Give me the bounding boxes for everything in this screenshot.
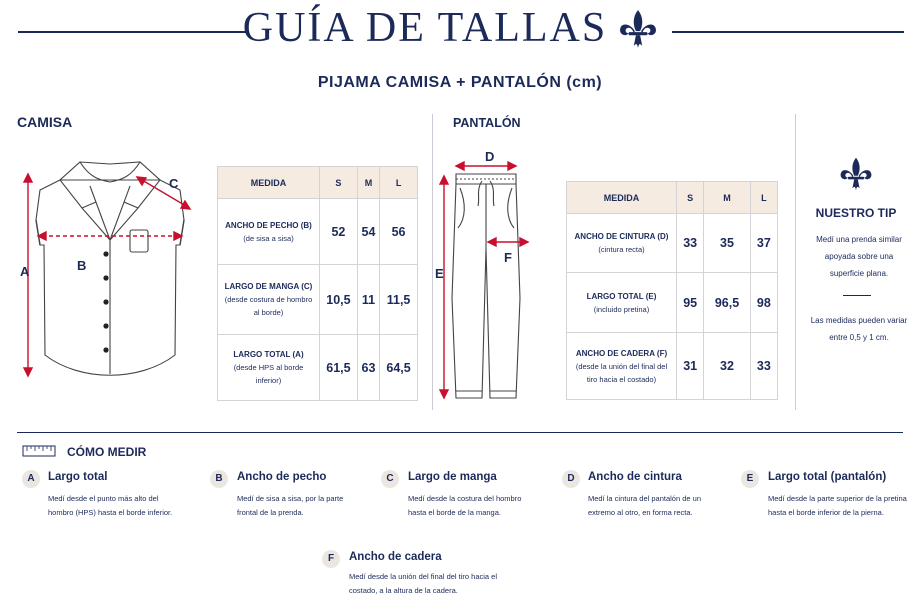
item-desc: Medí desde la unión del final del tiro hacia el costado, a la altura de la cadera. bbox=[349, 572, 498, 595]
item-desc: Medí desde el punto más alto del hombro (HPS) hasta el borde inferior. bbox=[48, 494, 173, 517]
camisa-size-table bbox=[217, 166, 418, 401]
page-subtitle: PIJAMA CAMISA + PANTALÓN (cm) bbox=[317, 74, 603, 91]
value-s: 52 bbox=[320, 199, 358, 265]
row-label: ANCHO DE PECHO (B) bbox=[225, 220, 312, 230]
value-m: 54 bbox=[357, 199, 379, 265]
row-sublabel: (de sisa a sisa) bbox=[243, 233, 294, 243]
value-l: 64,5 bbox=[380, 335, 418, 401]
item-title: Ancho de cadera bbox=[349, 551, 442, 563]
header-s: S bbox=[677, 182, 704, 214]
ruler-icon bbox=[22, 443, 56, 459]
table-row bbox=[218, 265, 418, 335]
item-title: Ancho de cintura bbox=[588, 471, 682, 483]
item-title: Largo total (pantalón) bbox=[768, 471, 887, 483]
header-l: L bbox=[380, 167, 418, 199]
item-desc: Medí de sisa a sisa, por la parte frontal de la prenda. bbox=[237, 494, 344, 517]
item-desc: Medí desde la costura del hombro hasta el borde de la manga. bbox=[408, 494, 522, 517]
pantalon-size-table bbox=[566, 181, 778, 400]
header-l: L bbox=[750, 182, 777, 214]
camisa-section-label: CAMISA bbox=[17, 114, 73, 130]
row-label: ANCHO DE CINTURA (D) bbox=[574, 232, 669, 241]
header-m: M bbox=[704, 182, 750, 214]
badge-b: B bbox=[210, 470, 228, 488]
badge-e: E bbox=[741, 470, 759, 488]
label-f: F bbox=[504, 250, 512, 265]
value-s: 61,5 bbox=[320, 335, 358, 401]
camisa-table-header bbox=[218, 167, 418, 199]
badge-d: D bbox=[562, 470, 580, 488]
row-label: ANCHO DE CADERA (F) bbox=[575, 348, 668, 358]
header-medida: MEDIDA bbox=[567, 182, 677, 214]
value-l: 37 bbox=[750, 214, 777, 273]
row-label: LARGO TOTAL (E) bbox=[586, 291, 657, 301]
item-desc: Medí desde la parte superior de la pretina hasta el borde inferior de la pierna. bbox=[768, 494, 907, 517]
pantalon-section-label: PANTALÓN bbox=[453, 116, 521, 130]
badge-f: F bbox=[322, 550, 340, 568]
value-s: 10,5 bbox=[320, 265, 358, 335]
fleur-de-lis-icon bbox=[838, 156, 874, 192]
tip-text-2: Las medidas pueden variar entre 0,5 y 1 cm. bbox=[810, 316, 908, 342]
value-m: 35 bbox=[704, 214, 750, 273]
item-title: Ancho de pecho bbox=[237, 471, 327, 483]
label-b: B bbox=[77, 258, 87, 273]
row-sublabel: (desde costura de hombro al borde) bbox=[224, 295, 313, 317]
fleur-de-lis-icon bbox=[617, 8, 659, 50]
header-s: S bbox=[320, 167, 358, 199]
badge-c: C bbox=[381, 470, 399, 488]
row-label: LARGO DE MANGA (C) bbox=[224, 282, 313, 291]
table-row bbox=[567, 214, 778, 273]
pants-diagram bbox=[436, 148, 546, 406]
value-s: 31 bbox=[677, 333, 704, 400]
table-row bbox=[567, 333, 778, 400]
badge-a: A bbox=[22, 470, 40, 488]
header-medida: MEDIDA bbox=[218, 167, 320, 199]
row-sublabel: (cintura recta) bbox=[598, 245, 645, 254]
divider-camisa-pantalon bbox=[432, 114, 433, 410]
value-m: 11 bbox=[357, 265, 379, 335]
row-label: LARGO TOTAL (A) bbox=[233, 350, 304, 359]
table-row bbox=[567, 273, 778, 333]
value-l: 98 bbox=[750, 273, 777, 333]
row-sublabel: (desde la unión del final del tiro hacia el costado) bbox=[575, 361, 668, 384]
divider-pantalon-tip bbox=[795, 114, 796, 410]
item-desc: Medí la cintura del pantalón de un extremo al otro, en forma recta. bbox=[588, 494, 701, 517]
label-a: A bbox=[20, 264, 30, 279]
value-s: 33 bbox=[677, 214, 704, 273]
label-d: D bbox=[485, 149, 495, 164]
value-s: 95 bbox=[677, 273, 704, 333]
tip-title: NUESTRO TIP bbox=[815, 206, 897, 220]
item-title: Largo de manga bbox=[408, 471, 497, 483]
how-to-measure-title: CÓMO MEDIR bbox=[67, 445, 147, 459]
table-row bbox=[218, 199, 418, 265]
table-row bbox=[218, 335, 418, 401]
tip-divider bbox=[843, 295, 871, 296]
header-m: M bbox=[357, 167, 379, 199]
row-sublabel: (desde HPS al borde inferior) bbox=[233, 363, 304, 385]
value-m: 63 bbox=[357, 335, 379, 401]
value-m: 32 bbox=[704, 333, 750, 400]
page-title: GUÍA DE TALLAS bbox=[242, 5, 608, 51]
value-l: 11,5 bbox=[380, 265, 418, 335]
pantalon-table-header bbox=[567, 182, 778, 214]
value-l: 33 bbox=[750, 333, 777, 400]
section-divider bbox=[17, 432, 903, 433]
value-m: 96,5 bbox=[704, 273, 750, 333]
value-l: 56 bbox=[380, 199, 418, 265]
label-e: E bbox=[435, 266, 444, 281]
item-title: Largo total bbox=[48, 471, 108, 483]
tip-text-1: Medí una prenda similar apoyada sobre una superficie plana. bbox=[816, 235, 902, 278]
label-c: C bbox=[169, 176, 179, 191]
row-sublabel: (incluido pretina) bbox=[593, 304, 650, 314]
